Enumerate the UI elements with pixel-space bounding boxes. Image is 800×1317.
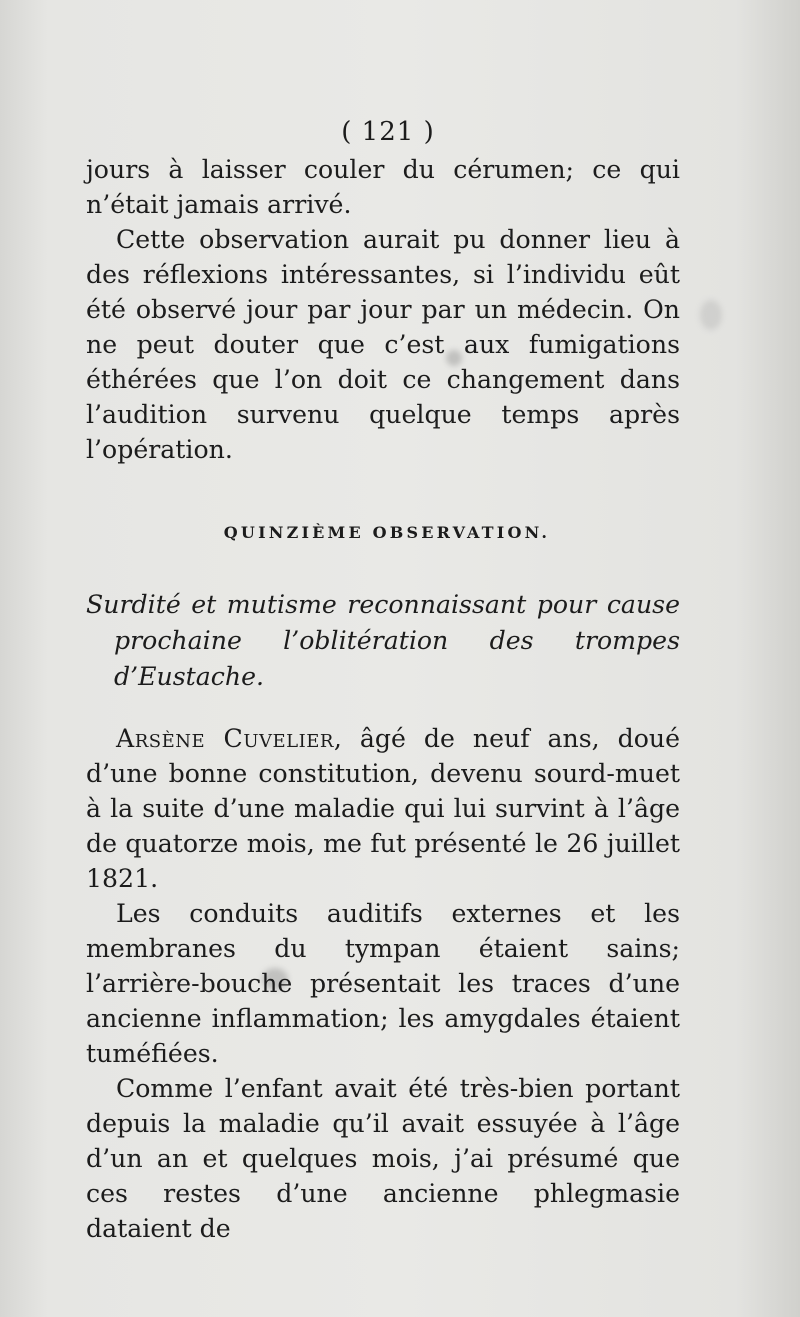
paragraph: Comme l’enfant avait été très-bien portant depuis la maladie qu’il avait essuyée à l’âge d’un an et quelques mois, j’ai présumé que ces restes d’une ancienne phlegmasie dataient de — [86, 1074, 680, 1243]
case-intro-text: , âgé de neuf ans, doué d’une bonne constitution, devenu sourd-muet à la suite d’une maladie qui lui survint à l’âge de quatorze mois, me fut présenté le 26 juillet 1821. — [86, 724, 681, 893]
observation-subtitle: Surdité et mutisme reconnaissant pour cause prochaine l’oblitération des trompes d’Eustache. — [86, 590, 680, 691]
patient-name: Arsène Cuvelier — [116, 724, 334, 753]
paragraph: Cette observation aurait pu donner lieu à des réflexions intéressantes, si l’individu eût été observé jour par jour par un médecin. On ne peut douter que c’est aux fumigations éthérées que l’on doit ce changement dans l’audition survenu quelque temps après l’opération. — [86, 225, 680, 464]
page-number: ( 121 ) — [341, 117, 435, 147]
case-intro-paragraph — [86, 721, 680, 896]
ink-spot — [700, 300, 722, 330]
paragraph: jours à laisser couler du cérumen; ce qui n’était jamais arrivé. — [86, 155, 680, 219]
section-title: QUINZIÈME OBSERVATION. — [223, 523, 551, 542]
paragraph: Les conduits auditifs externes et les membranes du tympan étaient sains; l’arrière-bouche présentait les traces d’une ancienne inflammation; les amygdales étaient tuméfiées. — [86, 899, 680, 1068]
page-content — [86, 112, 680, 1246]
